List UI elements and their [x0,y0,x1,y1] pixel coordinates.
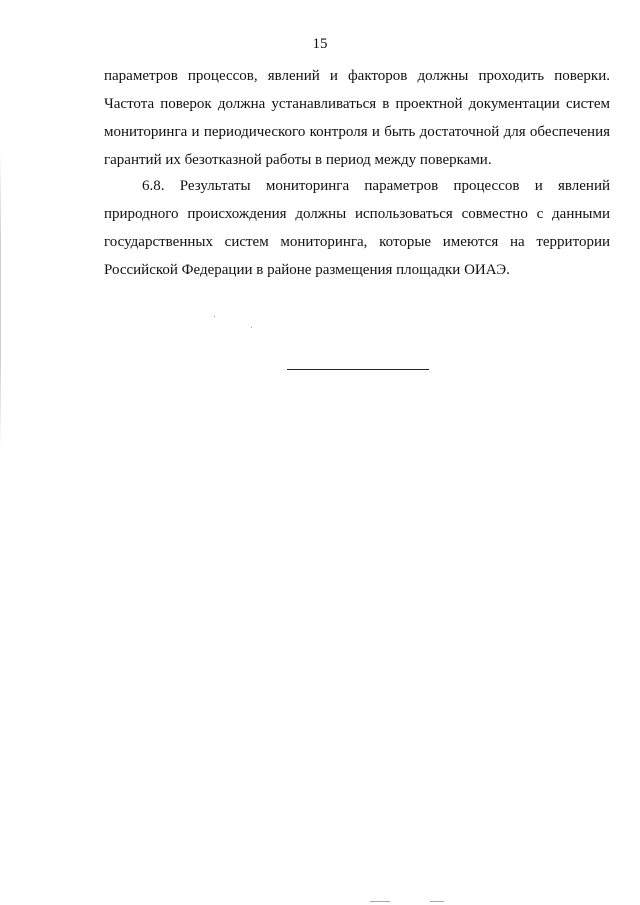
text-line: государственных систем мониторинга, которые имеются на территории [104,234,610,250]
text-line: параметров процессов, явлений и факторов должны проходить поверки. [104,68,610,84]
scan-edge-shadow [0,150,1,450]
text-line: Частота поверок должна устанавливаться в проектной документации систем [104,96,610,112]
scan-speck [251,327,252,328]
text-line: мониторинга и периодического контроля и быть достаточной для обеспечения [104,124,610,140]
text-line: гарантий их безотказной работы в период между поверками. [104,152,492,168]
paragraph-6-8 [104,172,610,284]
text-line: Российской Федерации в районе размещения площадки ОИАЭ. [104,262,510,278]
scan-speck [214,316,215,317]
end-separator-line [287,369,429,370]
page-number: 15 [312,36,328,52]
text-line: 6.8. Результаты мониторинга параметров процессов и явлений [142,178,610,194]
paragraph-continuation [104,62,610,174]
scan-edge-mark [370,901,390,902]
scan-edge-mark [430,901,444,902]
text-line: природного происхождения должны использоваться совместно с данными [104,206,610,222]
